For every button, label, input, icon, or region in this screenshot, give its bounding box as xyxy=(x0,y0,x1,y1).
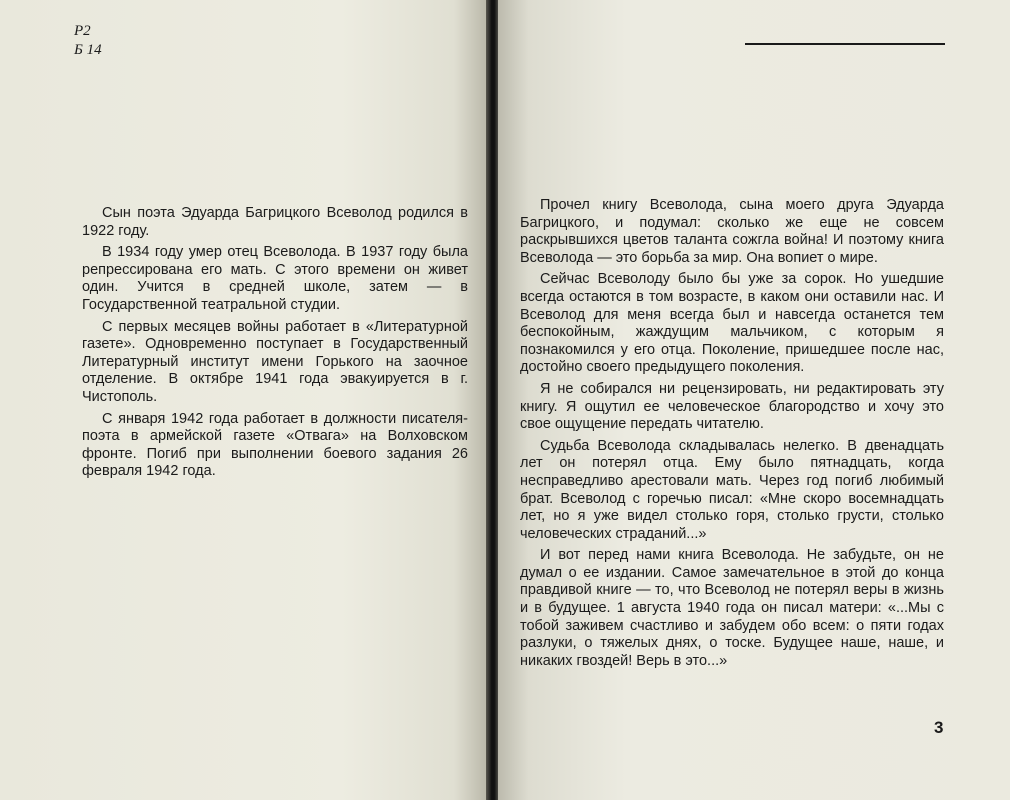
top-rule-divider xyxy=(745,43,945,45)
biography-paragraph: С января 1942 года работает в должности писателя-поэта в армейской газете «Отвага» на Волховском фронте. Погиб при выполнении боевого задания 26 февраля 1942 года. xyxy=(82,410,468,480)
foreword-paragraph: И вот перед нами книга Всеволода. Не забудьте, он не думал о ее издании. Самое замечательное в этой до конца правдивой книге — то, что Всеволод не потерял веры в жизнь и в будущее. 1 августа 1940 года он писал матери: «...Мы с тобой заживем счастливо и забудем обо всем: о пяти годах разлуки, о тяжелых днях, о тоске. Будущее наше, наше, и никаких гвоздей! Верь в это...» xyxy=(520,547,944,669)
catalog-code-line1: Р2 xyxy=(74,23,91,39)
catalog-code-line2: Б 14 xyxy=(74,42,102,58)
page-number: 3 xyxy=(934,718,944,737)
biography-paragraph: Сын поэта Эдуарда Багрицкого Всеволод родился в 1922 году. xyxy=(82,205,468,239)
foreword-paragraph: Судьба Всеволода складывалась нелегко. В двенадцать лет он потерял отца. Ему было пятнадцать, когда несправедливо арестовали мать. Через год погиб любимый брат. Всеволод с горечью писал: «Мне скоро восемнадцать лет, но я уже видел столько горя, столько грусти, столько человеческих страданий...» xyxy=(520,437,944,542)
foreword-paragraph: Прочел книгу Всеволода, сына моего друга Эдуарда Багрицкого, и подумал: сколько же еще не совсем раскрывшихся цветов таланта сожгла война! И поэтому книга Всеволода — это борьба за мир. Она вопиет о мире. xyxy=(520,197,944,266)
biography-paragraph: В 1934 году умер отец Всеволода. В 1937 году была репрессирована его мать. С этого времени он живет один. Учится в средней школе, затем — в Государственной театральной студии. xyxy=(82,244,468,313)
author-biography xyxy=(82,205,468,485)
biography-paragraph: С первых месяцев войны работает в «Литературной газете». Одновременно поступает в Государственный Литературный институт имени Горького на заочное отделение. В октябре 1941 года эвакуируется в г. Чистополь. xyxy=(82,318,468,405)
catalog-code xyxy=(74,22,102,60)
foreword-text xyxy=(520,197,944,674)
foreword-paragraph: Я не собирался ни рецензировать, ни редактировать эту книгу. Я ощутил ее человеческое благородство и хочу это свое ощущение передать читателю. xyxy=(520,380,944,433)
foreword-paragraph: Сейчас Всеволоду было бы уже за сорок. Но ушедшие всегда остаются в том возрасте, в каком они оставили нас. И Всеволод для меня всегда был и навсегда останется тем беспокойным, жаждущим мальчиком, с которым я познакомился у его отца. Поколение, пришедшее после нас, достойно своего предыдущего поколения. xyxy=(520,271,944,376)
